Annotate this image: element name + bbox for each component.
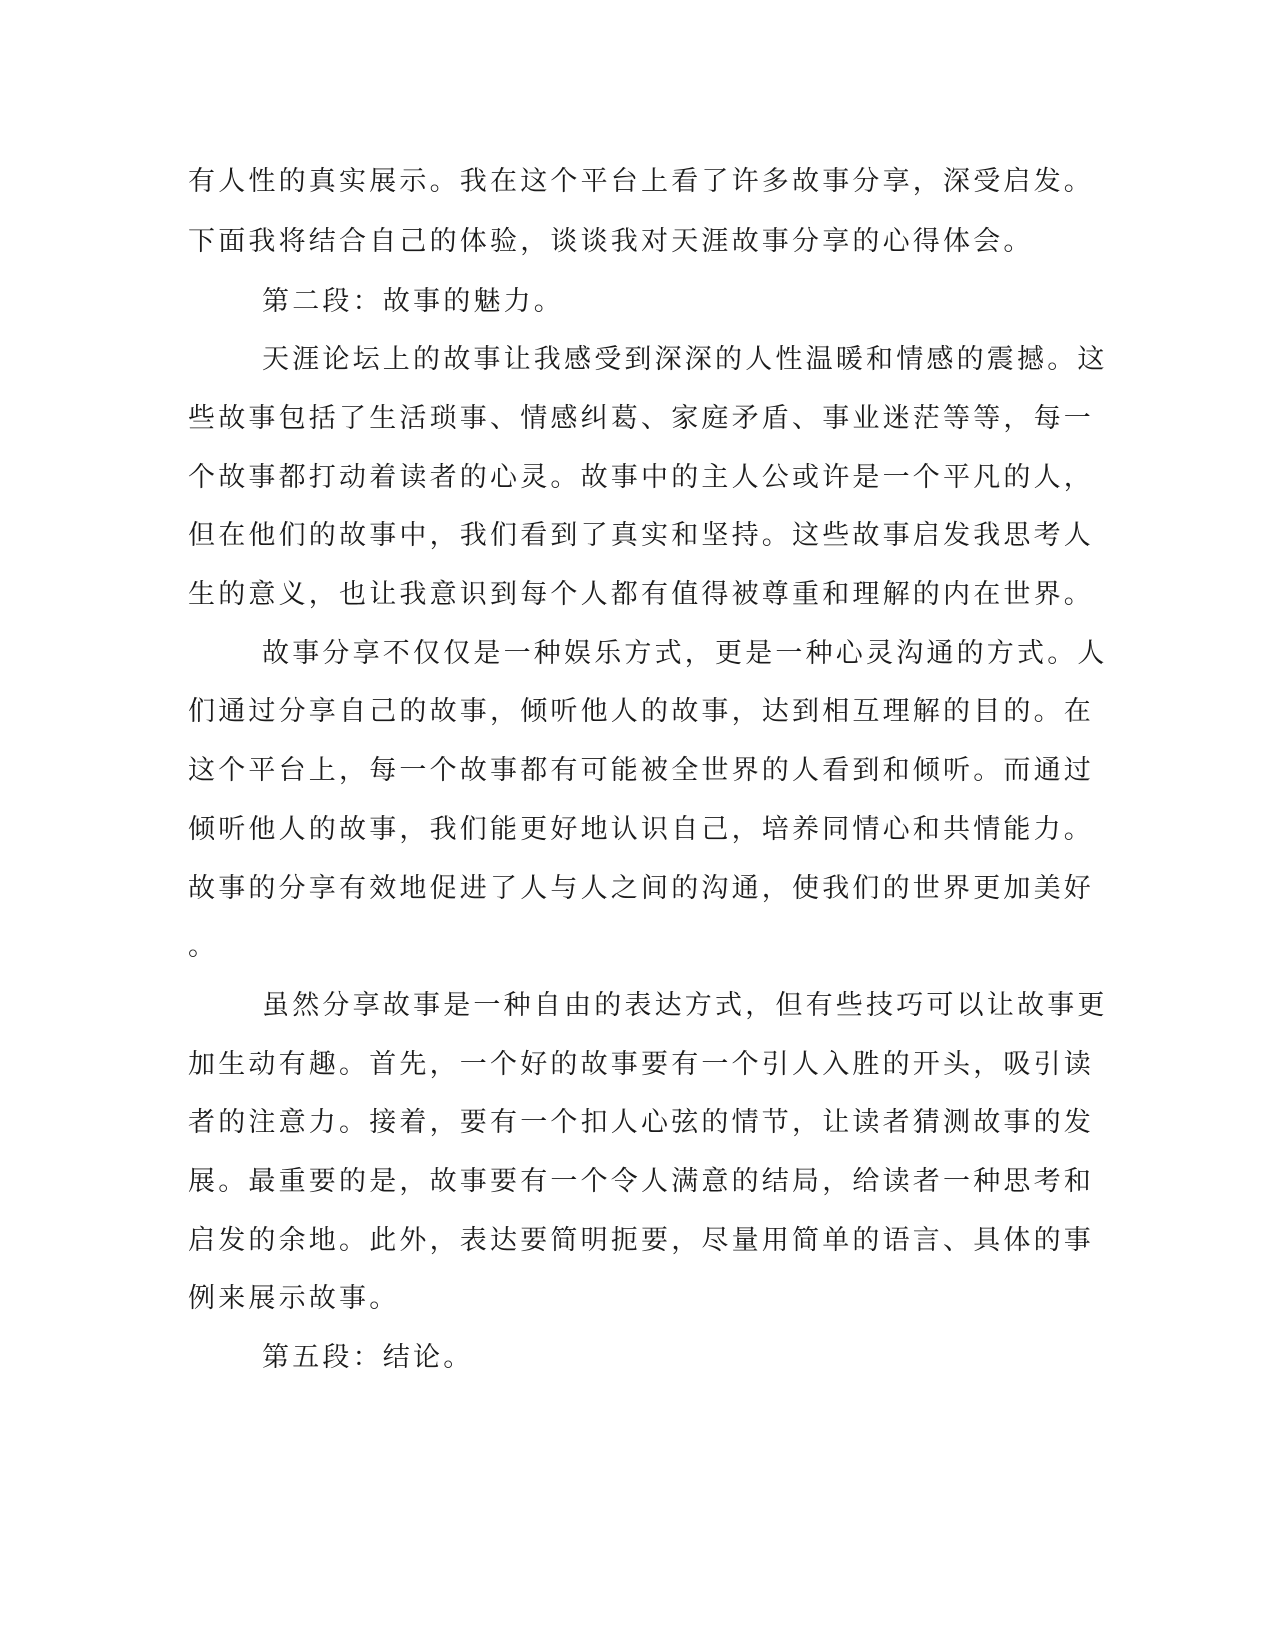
- text-line: 虽然分享故事是一种自由的表达方式，但有些技巧可以让故事更: [262, 990, 1108, 1021]
- text-line: 者的注意力。接着，要有一个扣人心弦的情节，让读者猜测故事的发: [188, 1107, 1094, 1138]
- text-line: 加生动有趣。首先，一个好的故事要有一个引人入胜的开头，吸引读: [188, 1049, 1094, 1080]
- text-line: 有人性的真实展示。我在这个平台上看了许多故事分享，深受启发。: [188, 166, 1094, 197]
- text-line: 但在他们的故事中，我们看到了真实和坚持。这些故事启发我思考人: [188, 520, 1094, 551]
- text-line: 。: [188, 931, 219, 962]
- text-line: 个故事都打动着读者的心灵。故事中的主人公或许是一个平凡的人，: [188, 462, 1094, 493]
- text-line: 些故事包括了生活琐事、情感纠葛、家庭矛盾、事业迷茫等等，每一: [188, 403, 1094, 434]
- text-line: 故事的分享有效地促进了人与人之间的沟通，使我们的世界更加美好: [188, 873, 1094, 904]
- text-line: 这个平台上，每一个故事都有可能被全世界的人看到和倾听。而通过: [188, 755, 1094, 786]
- text-line: 展。最重要的是，故事要有一个令人满意的结局，给读者一种思考和: [188, 1166, 1094, 1197]
- text-line: 启发的余地。此外，表达要简明扼要，尽量用简单的语言、具体的事: [188, 1225, 1094, 1256]
- section-heading: 第五段：结论。: [262, 1342, 474, 1373]
- text-line: 们通过分享自己的故事，倾听他人的故事，达到相互理解的目的。在: [188, 696, 1094, 727]
- text-line: 下面我将结合自己的体验，谈谈我对天涯故事分享的心得体会。: [188, 226, 1034, 257]
- text-line: 生的意义，也让我意识到每个人都有值得被尊重和理解的内在世界。: [188, 579, 1094, 610]
- text-line: 倾听他人的故事，我们能更好地认识自己，培养同情心和共情能力。: [188, 814, 1094, 845]
- text-line: 故事分享不仅仅是一种娱乐方式，更是一种心灵沟通的方式。人: [262, 638, 1108, 669]
- text-line: 例来展示故事。: [188, 1283, 400, 1314]
- section-heading: 第二段：故事的魅力。: [262, 286, 564, 317]
- text-line: 天涯论坛上的故事让我感受到深深的人性温暖和情感的震撼。这: [262, 344, 1108, 375]
